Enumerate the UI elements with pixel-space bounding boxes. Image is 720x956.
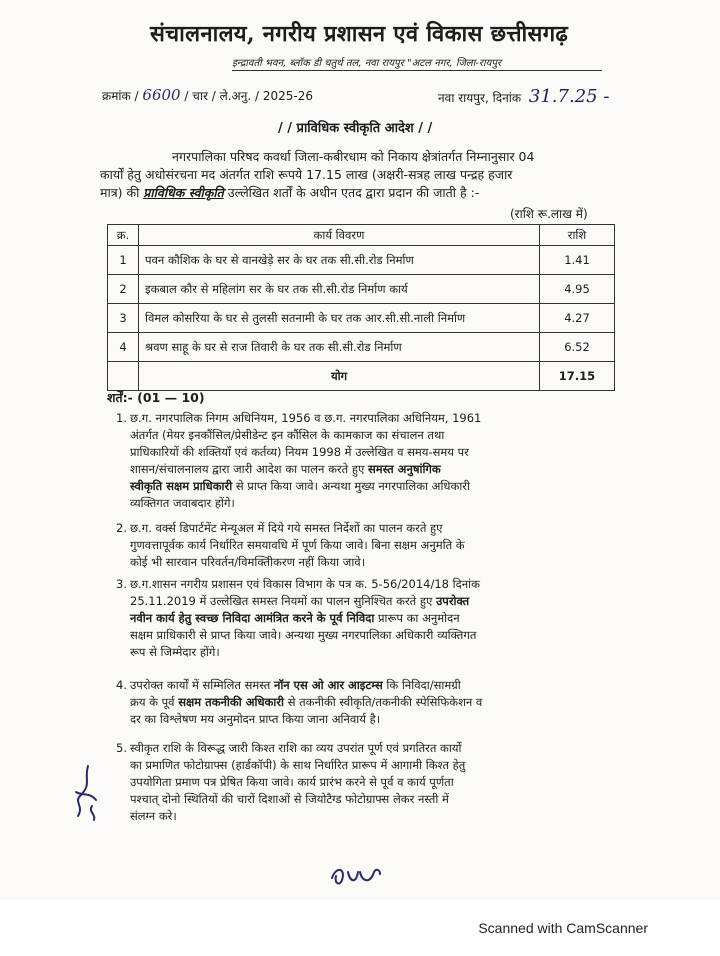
condition-line	[130, 677, 630, 694]
condition-line: छ.ग. नगरपालिक निगम अधिनियम, 1956 व छ.ग. नगरपालिका अधिनियम, 1961	[130, 411, 482, 425]
amount-unit-note: (राशि रू.लाख में)	[510, 207, 588, 221]
condition-text: प्रारूप का अनुमोदन	[377, 611, 460, 625]
intro-line: नगरपालिका परिषद कवर्धा जिला-कबीरधाम को निकाय क्षेत्रांतर्गत निम्नानुसार 04	[172, 149, 535, 164]
condition-text: क्रय के पूर्व	[130, 695, 175, 709]
condition-bold-text: नवीन कार्य हेतु स्वच्छ निविदा आमंत्रित करने के पूर्व निविदा	[130, 611, 375, 625]
office-title: संचालनालय, नगरीय प्रशासन एवं विकास छत्तीसगढ़	[150, 21, 569, 47]
intro-line	[100, 184, 625, 202]
condition-number: 5.	[116, 741, 127, 755]
conditions-label: शर्तें:- (01 — 10)	[107, 390, 205, 405]
condition-bold-text: नॉन एस ओ आर आइटम्स	[273, 678, 383, 692]
date-label: नवा रायपुर, दिनांक	[438, 91, 522, 105]
ref-prefix: क्रमांक /	[102, 89, 139, 103]
condition-text: शासन/संचालनालय द्वारा जारी आदेश का पालन करते हुए	[130, 462, 365, 476]
condition-line: प्राधिकारियों की शक्तियाँ एवं कर्तव्य) नियम 1998 में उल्लेखित व समय-समय पर	[130, 445, 469, 459]
row-description: विमल कोसरिया के घर से तुलसी सतनामी के घर तक आर.सी.सी.नाली निर्माण	[139, 304, 540, 333]
reference-number	[102, 86, 313, 104]
condition-line	[130, 610, 630, 627]
intro-paragraph	[100, 148, 625, 202]
intro-line: कार्यों हेतु अधोसंरचना मद अंतर्गत राशि रूपये 17.15 लाख (अक्षरी-सत्रह लाख पन्द्रह हजार	[100, 167, 513, 182]
date-handwritten: 31.7.25 -	[528, 86, 610, 107]
condition-number: 2.	[116, 521, 127, 535]
table-row	[108, 275, 615, 304]
condition-4	[116, 677, 630, 728]
condition-line: पश्चात् दोनो स्थितियों की चारों दिशाओं से जियोटैग्ड फोटोग्राफ्स लेकर नस्ती में	[130, 792, 449, 806]
condition-text: से तकनीकी स्वीकृति/तकनीकी स्पेसिफिकेशन व	[287, 695, 483, 709]
row-amount: 4.27	[540, 304, 615, 333]
row-serial: 1	[108, 246, 139, 275]
total-blank-cell	[108, 362, 139, 391]
table-header-row	[108, 225, 615, 246]
condition-text: से प्राप्त किया जावे। अन्यथा मुख्य नगरपालिका अधिकारी	[235, 479, 470, 493]
col-header-amount: राशि	[540, 225, 615, 246]
col-header-serial: क्र.	[108, 225, 139, 246]
table-row	[108, 333, 615, 362]
total-amount: 17.15	[540, 362, 615, 391]
condition-5	[116, 740, 630, 825]
order-heading: / / प्राविधिक स्वीकृति आदेश / /	[278, 121, 433, 136]
total-label: योग	[139, 362, 540, 391]
condition-line: सक्षम प्राधिकारी से प्राप्त किया जावे। अन्यथा मुख्य नगरपालिका अधिकारी व्यक्तिगत	[130, 628, 477, 642]
row-amount: 4.95	[540, 275, 615, 304]
condition-number: 4.	[116, 678, 127, 692]
condition-line: का प्रमाणित फोटोग्राफ्स (हार्डकॉपी) के साथ निर्धारित प्रारूप में आगामी किश्त हेतु	[130, 758, 466, 772]
handwritten-initials-mark	[66, 762, 106, 822]
condition-2	[116, 520, 630, 571]
header-rule	[232, 70, 602, 71]
works-table	[107, 224, 615, 391]
condition-bold-text: सक्षम तकनीकी अधिकारी	[178, 695, 285, 709]
office-address: इन्द्रावती भवन, ब्लॉक डी चतुर्थ तल, नवा रायपुर "अटल नगर, जिला-रायपुर	[232, 58, 502, 69]
condition-number: 3.	[116, 577, 127, 591]
scanner-footer	[0, 900, 720, 956]
ref-handwritten-number: 6600	[142, 86, 181, 104]
row-description: श्रवण साहू के घर से राज तिवारी के घर तक सी.सी.रोड निर्माण	[139, 333, 540, 362]
condition-text: उपरोक्त कार्यों में सम्मिलित समस्त	[130, 678, 271, 692]
intro-text: मात्र) की	[100, 185, 140, 200]
table-total-row	[108, 362, 615, 391]
intro-text: उल्लेखित शर्तों के अधीन एतद द्वारा प्रदान की जाती है :-	[227, 185, 480, 200]
handwritten-signature-mark	[328, 860, 384, 890]
condition-line: उपयोगिता प्रमाण पत्र प्रेषित किया जावे। कार्य प्रारंभ करने से पूर्व व कार्य पूर्णता	[130, 775, 454, 789]
table-row	[108, 246, 615, 275]
condition-line: स्वीकृत राशि के विरूद्ध जारी किश्त राशि का व्यय उपरांत पूर्ण एवं प्रगतिरत कार्यो	[130, 741, 462, 755]
condition-line: रूप से जिम्मेदार होंगे।	[130, 645, 220, 659]
row-description: इकबाल कौर से महिलांग सर के घर तक सी.सी.रोड निर्माण कार्य	[139, 275, 540, 304]
condition-line	[130, 694, 630, 711]
row-serial: 3	[108, 304, 139, 333]
condition-text: 25.11.2019 में उल्लेखित समस्त नियमों का पालन सुनिश्चित करते हुए	[130, 594, 433, 608]
row-amount: 6.52	[540, 333, 615, 362]
condition-line: कोई भी सारवान परिवर्तन/विमक्तिीकरण नहीं किया जावे।	[130, 555, 366, 569]
table-row	[108, 304, 615, 333]
condition-line: दर का विश्लेषण मय अनुमोदन प्राप्त किया जाना अनिवार्य है।	[130, 712, 381, 726]
condition-line	[130, 593, 630, 610]
condition-line: अंतर्गत (मेयर इनकौंसिल/प्रेसीडेन्ट इन कौंसिल के कामकाज का संचालन तथा	[130, 428, 445, 442]
condition-3	[116, 576, 630, 661]
condition-line: छ.ग. वर्क्स डिपार्टमेंट मेन्यूअल में दिये गये समस्त निर्देशों का पालन करते हुए	[130, 521, 443, 535]
condition-line	[130, 461, 630, 478]
camscanner-watermark: Scanned with CamScanner	[478, 920, 648, 936]
condition-bold-text: समस्त अनुषांगिक	[367, 462, 441, 476]
condition-text: कि निविदा/सामग्री	[386, 678, 461, 692]
condition-1	[116, 410, 630, 512]
intro-emphasis: प्राविधिक स्वीकृति	[143, 185, 224, 200]
order-date	[438, 86, 609, 107]
condition-line: छ.ग.शासन नगरीय प्रशासन एवं विकास विभाग के पत्र क. 5-56/2014/18 दिनांक	[130, 577, 480, 591]
col-header-description: कार्य विवरण	[139, 225, 540, 246]
row-serial: 4	[108, 333, 139, 362]
ref-suffix: / चार / ले.अनु. / 2025-26	[184, 89, 313, 103]
row-serial: 2	[108, 275, 139, 304]
condition-number: 1.	[116, 411, 127, 425]
condition-bold-text: उपरोक्त	[435, 594, 470, 608]
condition-line: गुणवत्तापूर्वक कार्य निर्धारित समयावधि में पूर्ण किया जावे। बिना सक्षम अनुमति के	[130, 538, 465, 552]
row-description: पवन कौशिक के घर से वानखेड़े सर के घर तक सी.सी.रोड निर्माण	[139, 246, 540, 275]
condition-line: संलग्न करे।	[130, 809, 177, 823]
row-amount: 1.41	[540, 246, 615, 275]
condition-line: व्यक्तिगत जवाबदार होंगे।	[130, 496, 235, 510]
condition-line	[130, 478, 630, 495]
condition-bold-text: स्वीकृति सक्षम प्राधिकारी	[130, 479, 233, 493]
